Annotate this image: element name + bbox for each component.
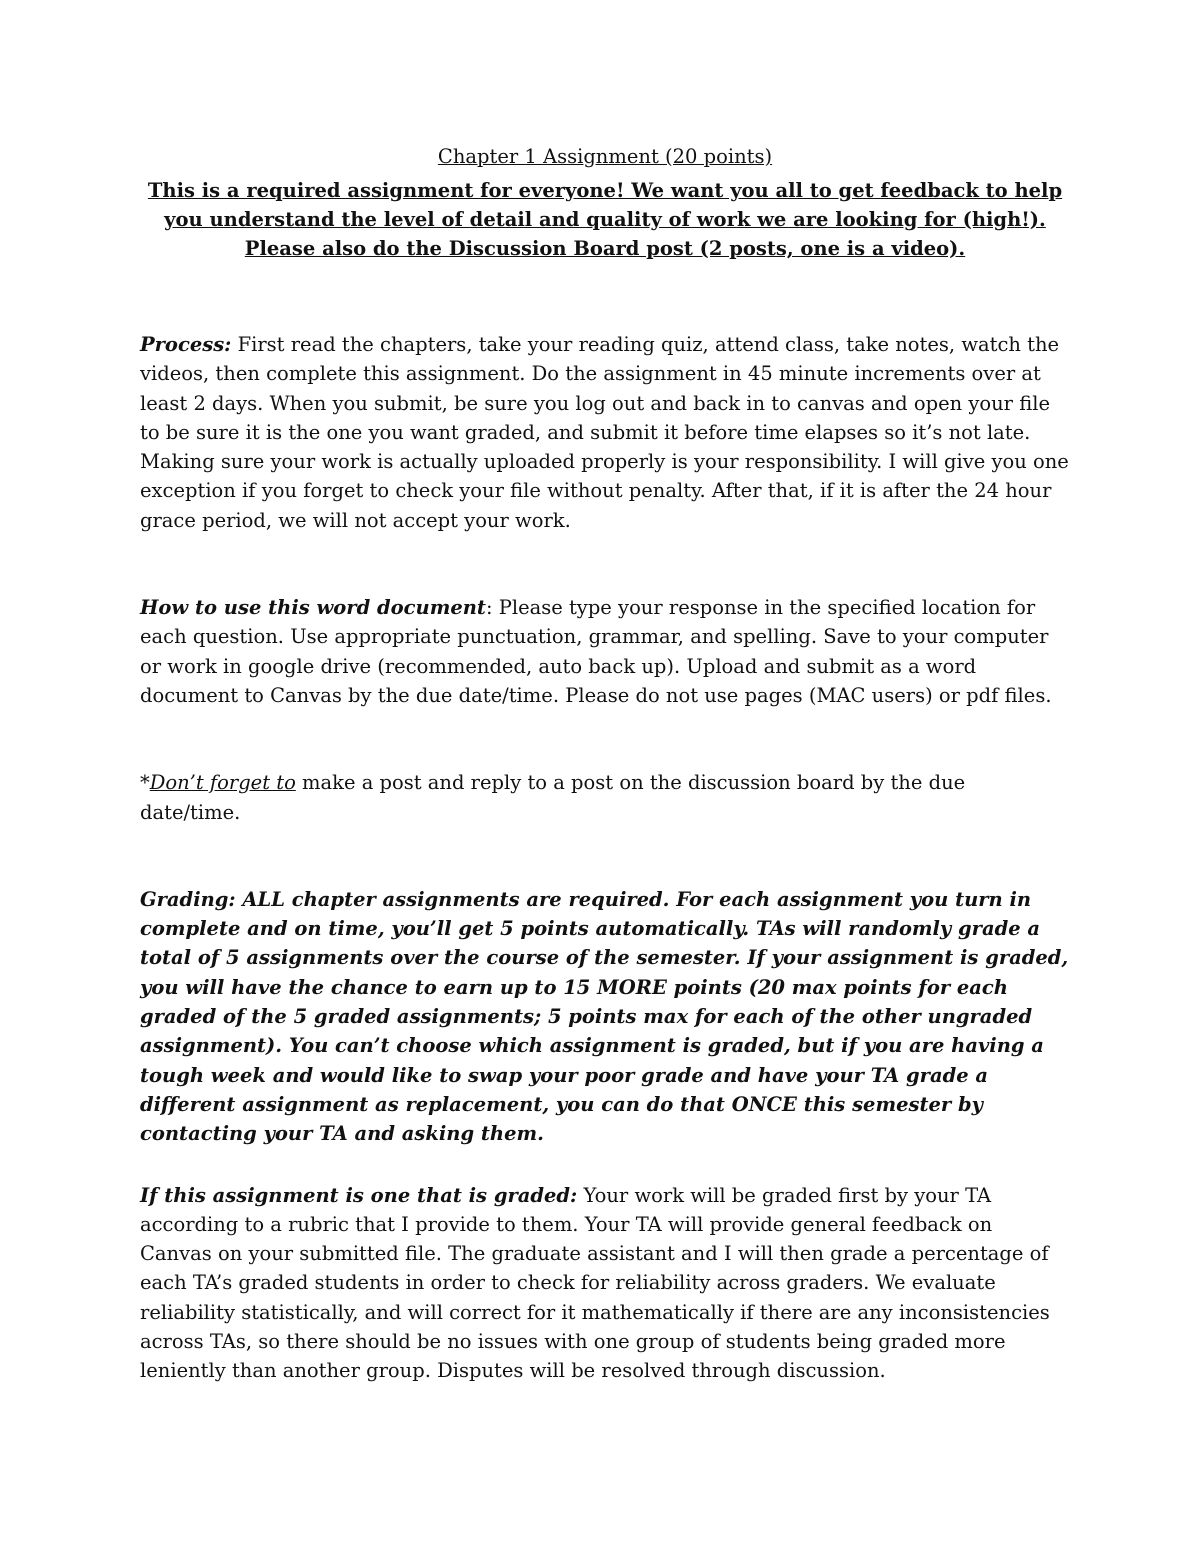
process-lead: Process: xyxy=(140,333,232,356)
reminder-emphasis: Don’t forget to xyxy=(149,771,296,795)
reminder-prefix: * xyxy=(140,771,150,795)
grading-paragraph: Grading: ALL chapter assignments are required. For each assignment you turn in complete and on time, you’ll get 5 points automatically. TAs will randomly grade a total of 5 assignments over the course of the semester. If your assignment is graded, you will have the chance to earn up to 15 MORE points (20 max points for each graded of the 5 graded assignments; 5 points max for each of the other ungraded assignment). You can’t choose which assignment is graded, but if you are having a tough week and would like to swap your poor grade and have your TA grade a different assignment as replacement, you can do that ONCE this semester by contacting your TA and asking them. xyxy=(140,887,1069,1146)
process-text: First read the chapters, take your reading quiz, attend class, take notes, watch the videos, then complete this assignment. Do the assignment in 45 minute increments over at least 2 days. When you submit, be sure you log out and back in to canvas and open your file to be sure it is the one you want graded, and submit it before time elapses so it’s not late. Making sure your work is actually uploaded properly is your responsibility. I will give you one exception if you forget to check your file without penalty. After that, if it is after the 24 hour grace period, we will not accept your work. xyxy=(140,333,1069,532)
if-graded-lead: If this assignment is one that is graded: xyxy=(140,1183,578,1207)
document-subtitle: This is a required assignment for everyone! We want you all to get feedback to help you understand the level of detail and quality of work we are looking for (high!). Please also do the Discussion Board post (2 posts, one is a video). xyxy=(147,179,1063,260)
document-page xyxy=(140,142,1070,1386)
if-graded-paragraph xyxy=(140,1181,1070,1386)
document-title: Chapter 1 Assignment (20 points) xyxy=(437,145,773,168)
how-to-paragraph xyxy=(140,593,1070,710)
if-graded-text: Your work will be graded first by your TA according to a rubric that I provide to them. Your TA will provide general feedback on Canvas on your submitted file. The graduate assistant and I will then grade a percentage of each TA’s graded students in order to check for reliability across graders. We evaluate reliability statistically, and will correct for it mathematically if there are any inconsistencies across TAs, so there should be no issues with one group of students being graded more leniently than another group. Disputes will be resolved through discussion. xyxy=(140,1183,1050,1383)
how-to-text: : Please type your response in the specified location for each question. Use appropriate punctuation, grammar, and spelling. Save to your computer or work in google drive (recommended, auto back up). Upload and submit as a word document to Canvas by the due date/time. Please do not use pages (MAC users) or pdf files. xyxy=(140,596,1052,707)
reminder-text: make a post and reply to a post on the discussion board by the due date/time. xyxy=(140,771,966,824)
reminder-paragraph xyxy=(140,768,1070,827)
how-to-lead: How to use this word document xyxy=(140,596,486,620)
process-paragraph xyxy=(140,330,1070,535)
